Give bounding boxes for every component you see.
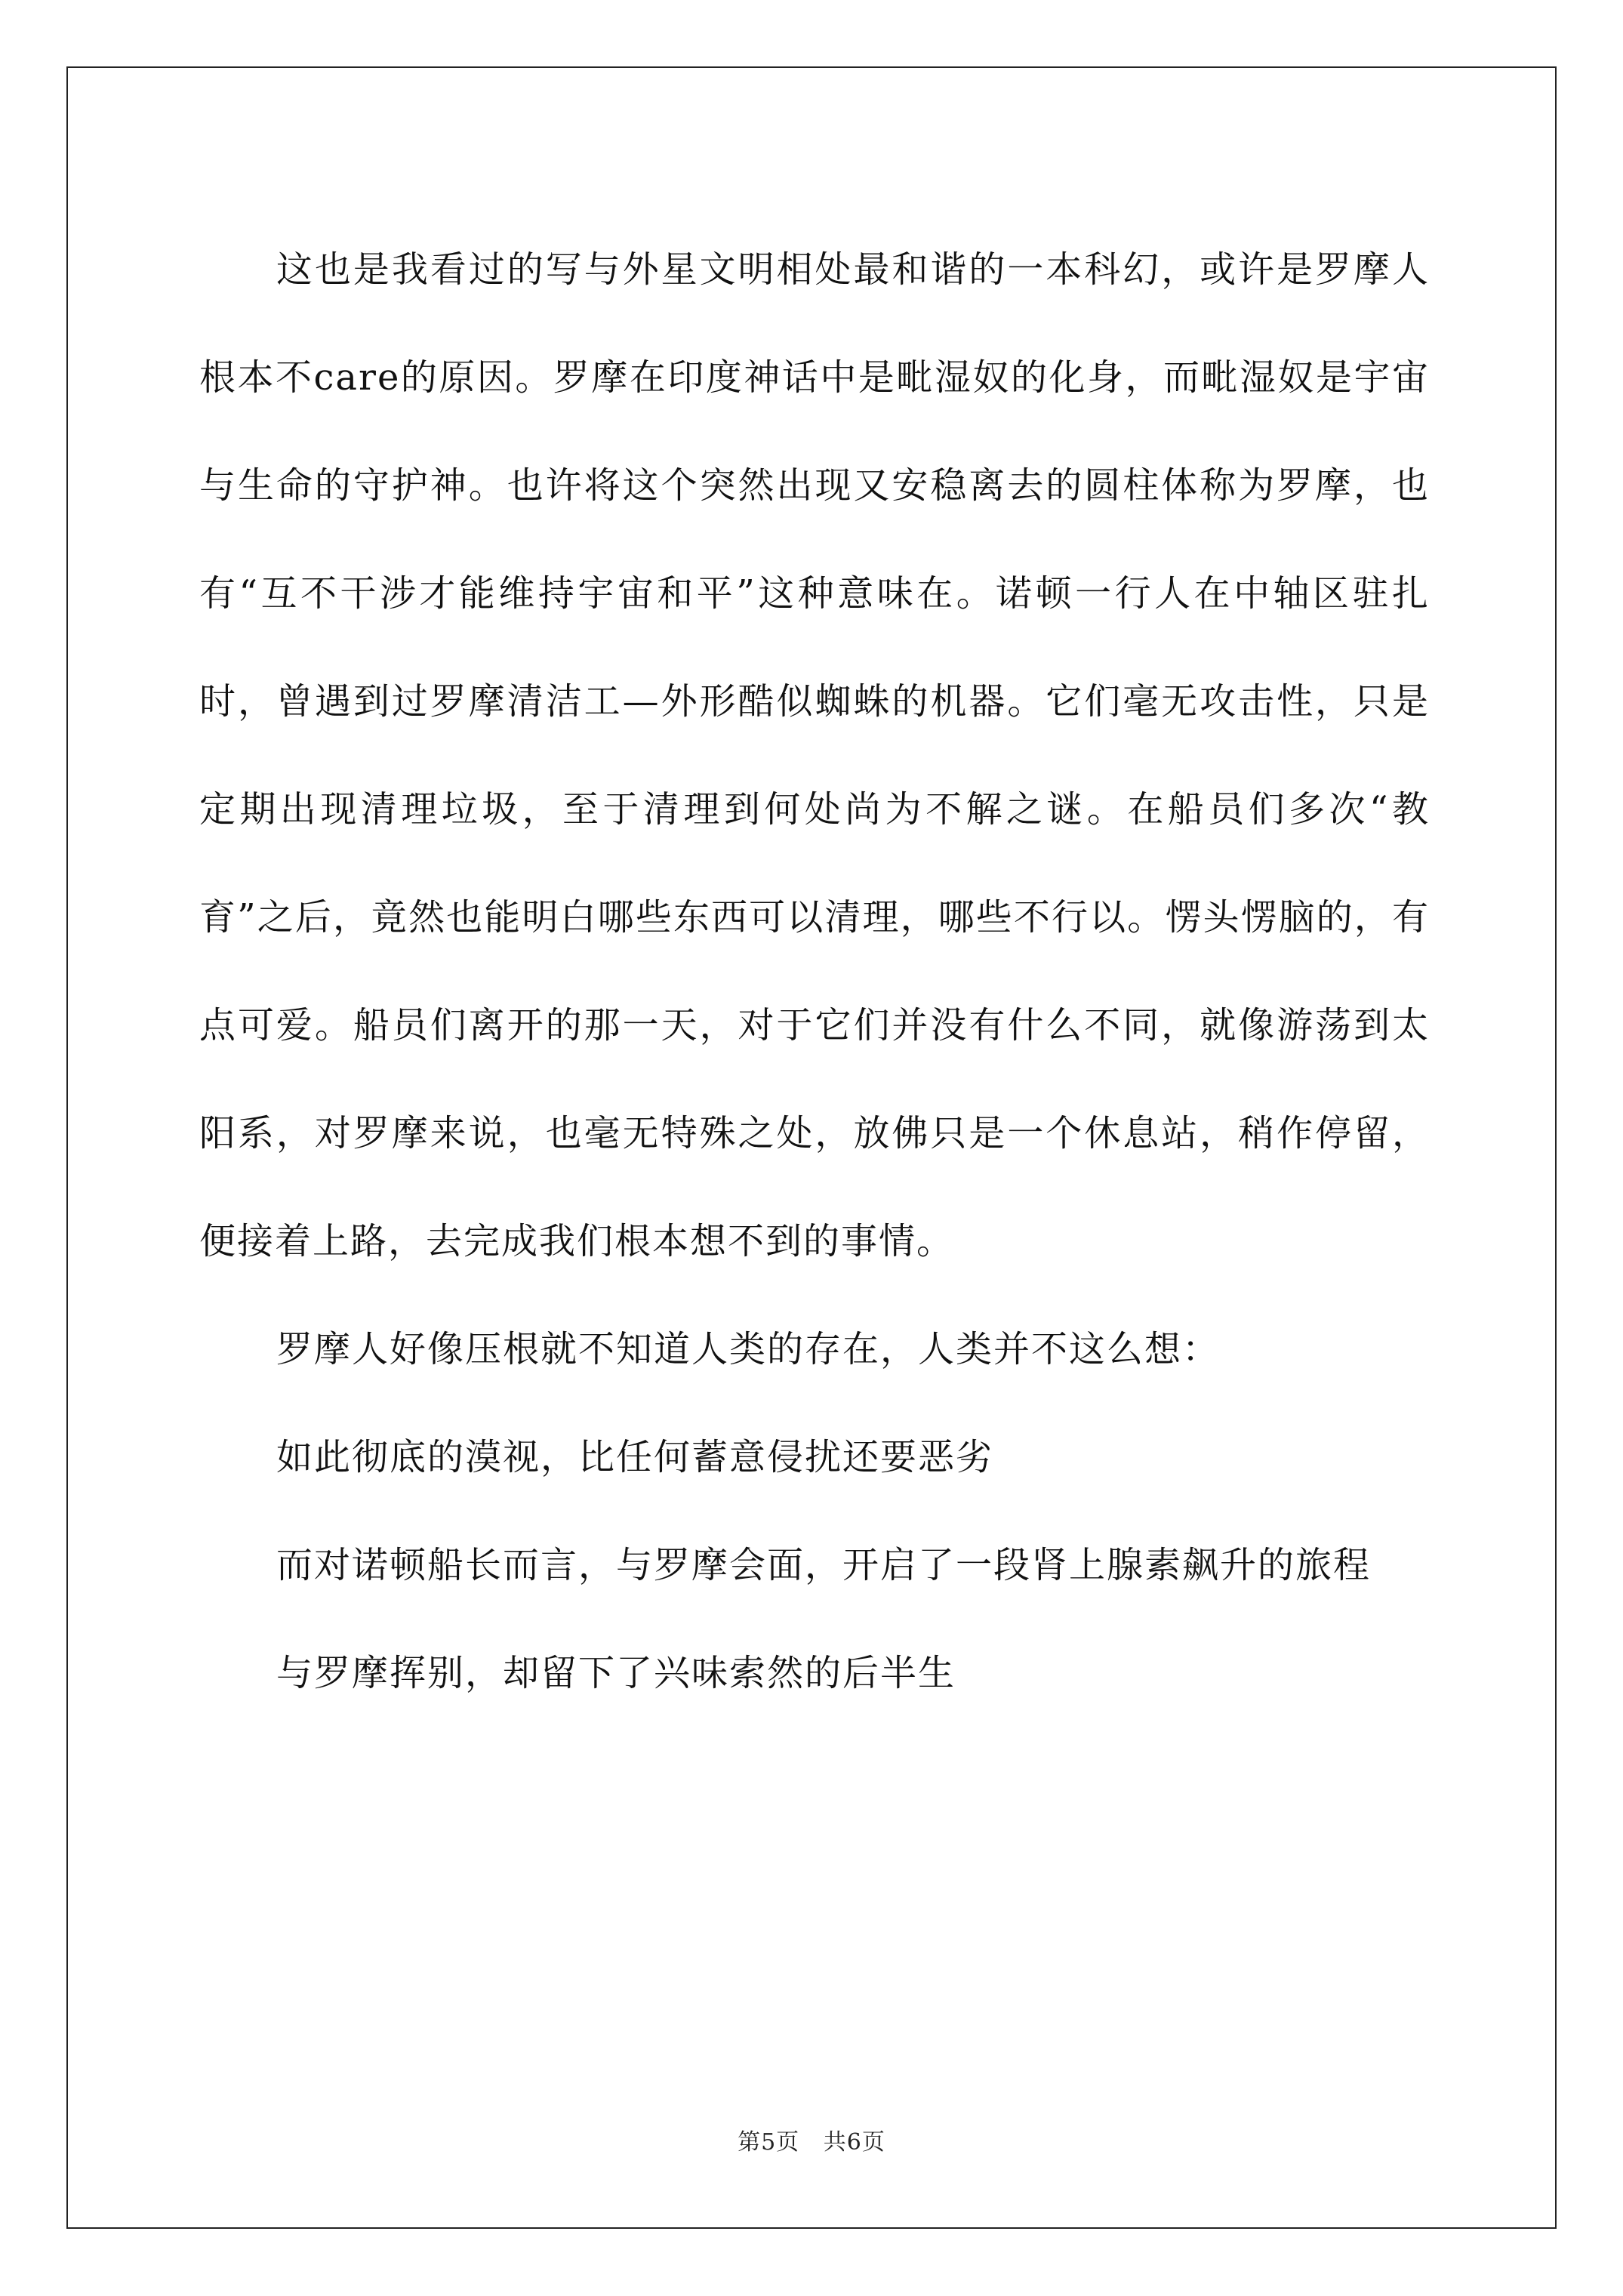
paragraph-1: 这也是我看过的写与外星文明相处最和谐的一本科幻，或许是罗摩人根本不care的原因。罗摩在印度神话中是毗湿奴的化身，而毗湿奴是宇宙与生命的守护神。也许将这个突然出现又安稳离去的圆柱体称为罗摩，也有“互不干涉才能维持宇宙和平”这种意味在。诺顿一行人在中轴区驻扎时，曾遇到过罗摩清洁工—外形酷似蜘蛛的机器。它们毫无攻击性，只是定期出现清理垃圾，至于清理到何处尚为不解之谜。在船员们多次“教育”之后，竟然也能明白哪些东西可以清理，哪些不行以。愣头愣脑的，有点可爱。船员们离开的那一天，对于它们并没有什么不同，就像游荡到太阳系，对罗摩来说，也毫无特殊之处，放佛只是一个休息站，稍作停留，便接着上路，去完成我们根本想不到的事情。	[199, 248, 1430, 1262]
page-footer	[0, 2123, 1623, 2156]
paragraph-5: 与罗摩挥别，却留下了兴味索然的后半生	[276, 1652, 956, 1694]
page-total: 共6页	[823, 2129, 885, 2156]
paragraph-3: 如此彻底的漠视，比任何蓄意侵扰还要恶劣	[276, 1436, 994, 1478]
page-number: 第5页	[738, 2129, 800, 2156]
paragraph-4: 而对诺顿船长而言，与罗摩会面，开启了一段肾上腺素飙升的旅程	[276, 1544, 1372, 1586]
document-body	[199, 216, 1430, 1727]
paragraph-2: 罗摩人好像压根就不知道人类的存在，人类并不这么想：	[276, 1328, 1221, 1370]
